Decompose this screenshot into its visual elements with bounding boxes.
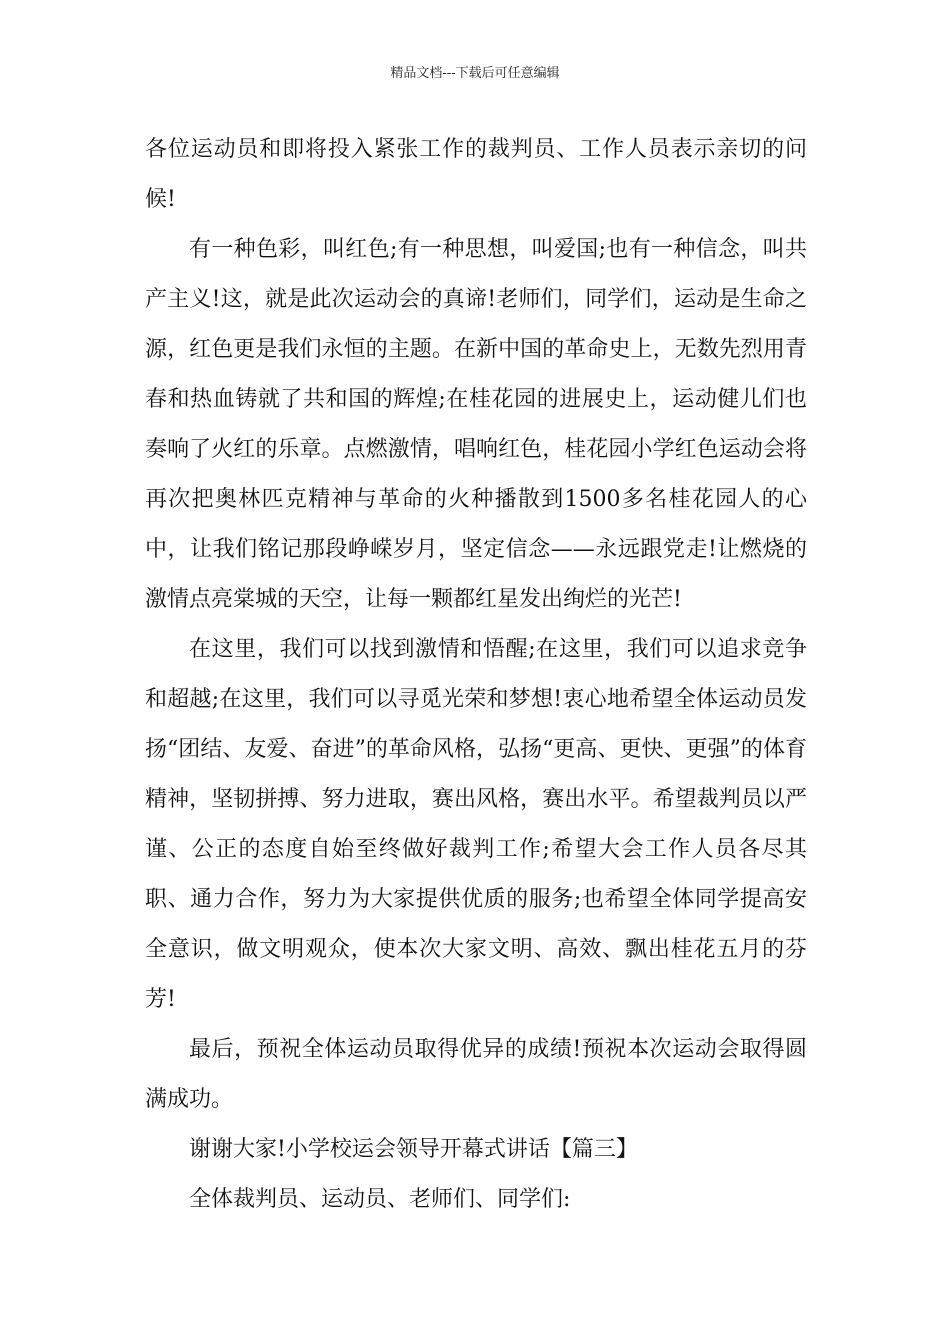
paragraph-red-theme: 有一种色彩，叫红色;有一种思想，叫爱国;也有一种信念，叫共产主义!这，就是此次运动会的真谛!老师们，同学们，运动是生命之源，红色更是我们永恒的主题。在新中国的革命史上，无数先烈用青春和热血铸就了共和国的辉煌;在桂花园的进展史上，运动健儿们也奏响了火红的乐章。点燃激情，唱响红色，桂花园小学红色运动会将再次把奥林匹克精神与革命的火种播散到1500多名桂花园人的心中，让我们铭记那段峥嵘岁月，坚定信念——永远跟党走!让燃烧的激情点亮棠城的天空，让每一颗都红星发出绚烂的光芒! <box>145 237 807 612</box>
document-body <box>145 125 807 1225</box>
paragraph-greeting-continued: 各位运动员和即将投入紧张工作的裁判员、工作人员表示亲切的问候! <box>145 137 807 212</box>
paragraph-salutation: 全体裁判员、运动员、老师们、同学们: <box>189 1187 571 1212</box>
paragraph-section-title: 谢谢大家!小学校运会领导开幕式讲话【篇三】 <box>189 1137 638 1162</box>
page-header: 精品文档---下载后可任意编辑 <box>390 66 560 81</box>
paragraph-closing: 最后，预祝全体运动员取得优异的成绩!预祝本次运动会取得圆满成功。 <box>145 1037 807 1112</box>
paragraph-wishes: 在这里，我们可以找到激情和悟醒;在这里，我们可以追求竞争和超越;在这里，我们可以寻觅光荣和梦想!衷心地希望全体运动员发扬“团结、友爱、奋进”的革命风格，弘扬“更高、更快、更强”的体育精神，坚韧拼搏、努力进取，赛出风格，赛出水平。希望裁判员以严谨、公正的态度自始至终做好裁判工作;希望大会工作人员各尽其职、通力合作，努力为大家提供优质的服务;也希望全体同学提高安全意识，做文明观众，使本次大家文明、高效、飘出桂花五月的芬芳! <box>145 637 807 1012</box>
